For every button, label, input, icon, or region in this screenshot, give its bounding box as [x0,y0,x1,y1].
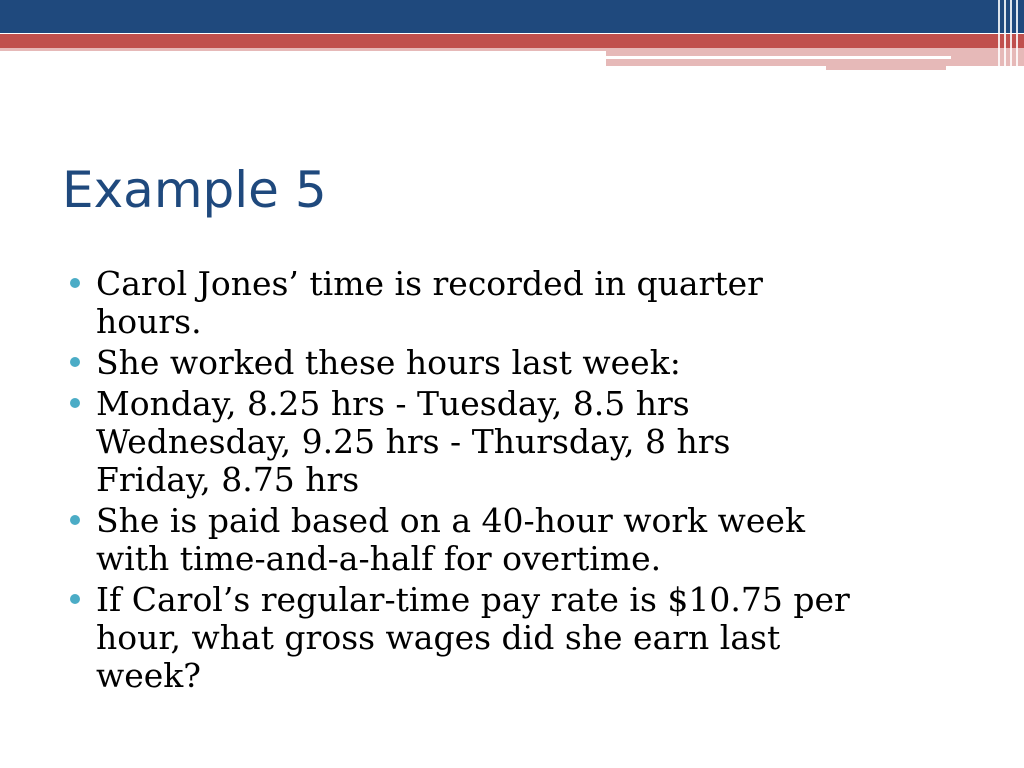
slide-title: Example 5 [62,161,327,219]
header-band-step-line-lower [826,66,946,70]
bullet-dot-icon [70,515,80,525]
bullet-line: Wednesday, 9.25 hrs - Thursday, 8 hrs [96,422,731,461]
bullet-line: hours. [96,302,202,341]
bullet-dot-icon [70,357,80,367]
bullet-line: Monday, 8.25 hrs - Tuesday, 8.5 hrs [96,384,690,423]
bullet-dot-icon [70,278,80,288]
header-band-pink [0,48,606,51]
bullet-line: If Carol’s regular-time pay rate is $10.75 per [96,580,850,619]
header-stripe [1016,0,1018,66]
bullet-item [70,581,900,695]
header-stripe [1010,0,1012,66]
bullet-line: She is paid based on a 40-hour work week [96,501,805,540]
header-stripe [998,0,1000,66]
bullet-dot-icon [70,398,80,408]
bullet-line: She worked these hours last week: [96,343,681,382]
bullet-line: hour, what gross wages did she earn last [96,618,781,657]
header-stripe [1004,0,1006,66]
bullet-item [70,344,900,382]
bullet-line: Carol Jones’ time is recorded in quarter [96,264,763,303]
header-band-step-line [606,56,951,59]
bullet-list [70,265,900,698]
bullet-item [70,265,900,341]
bullet-line: Friday, 8.75 hrs [96,460,360,499]
bullet-line: week? [96,656,201,695]
header-band-red [0,34,1024,48]
header-band-blue [0,0,1024,33]
bullet-dot-icon [70,594,80,604]
bullet-item [70,502,900,578]
bullet-line: with time-and-a-half for overtime. [96,539,662,578]
bullet-item [70,385,900,499]
